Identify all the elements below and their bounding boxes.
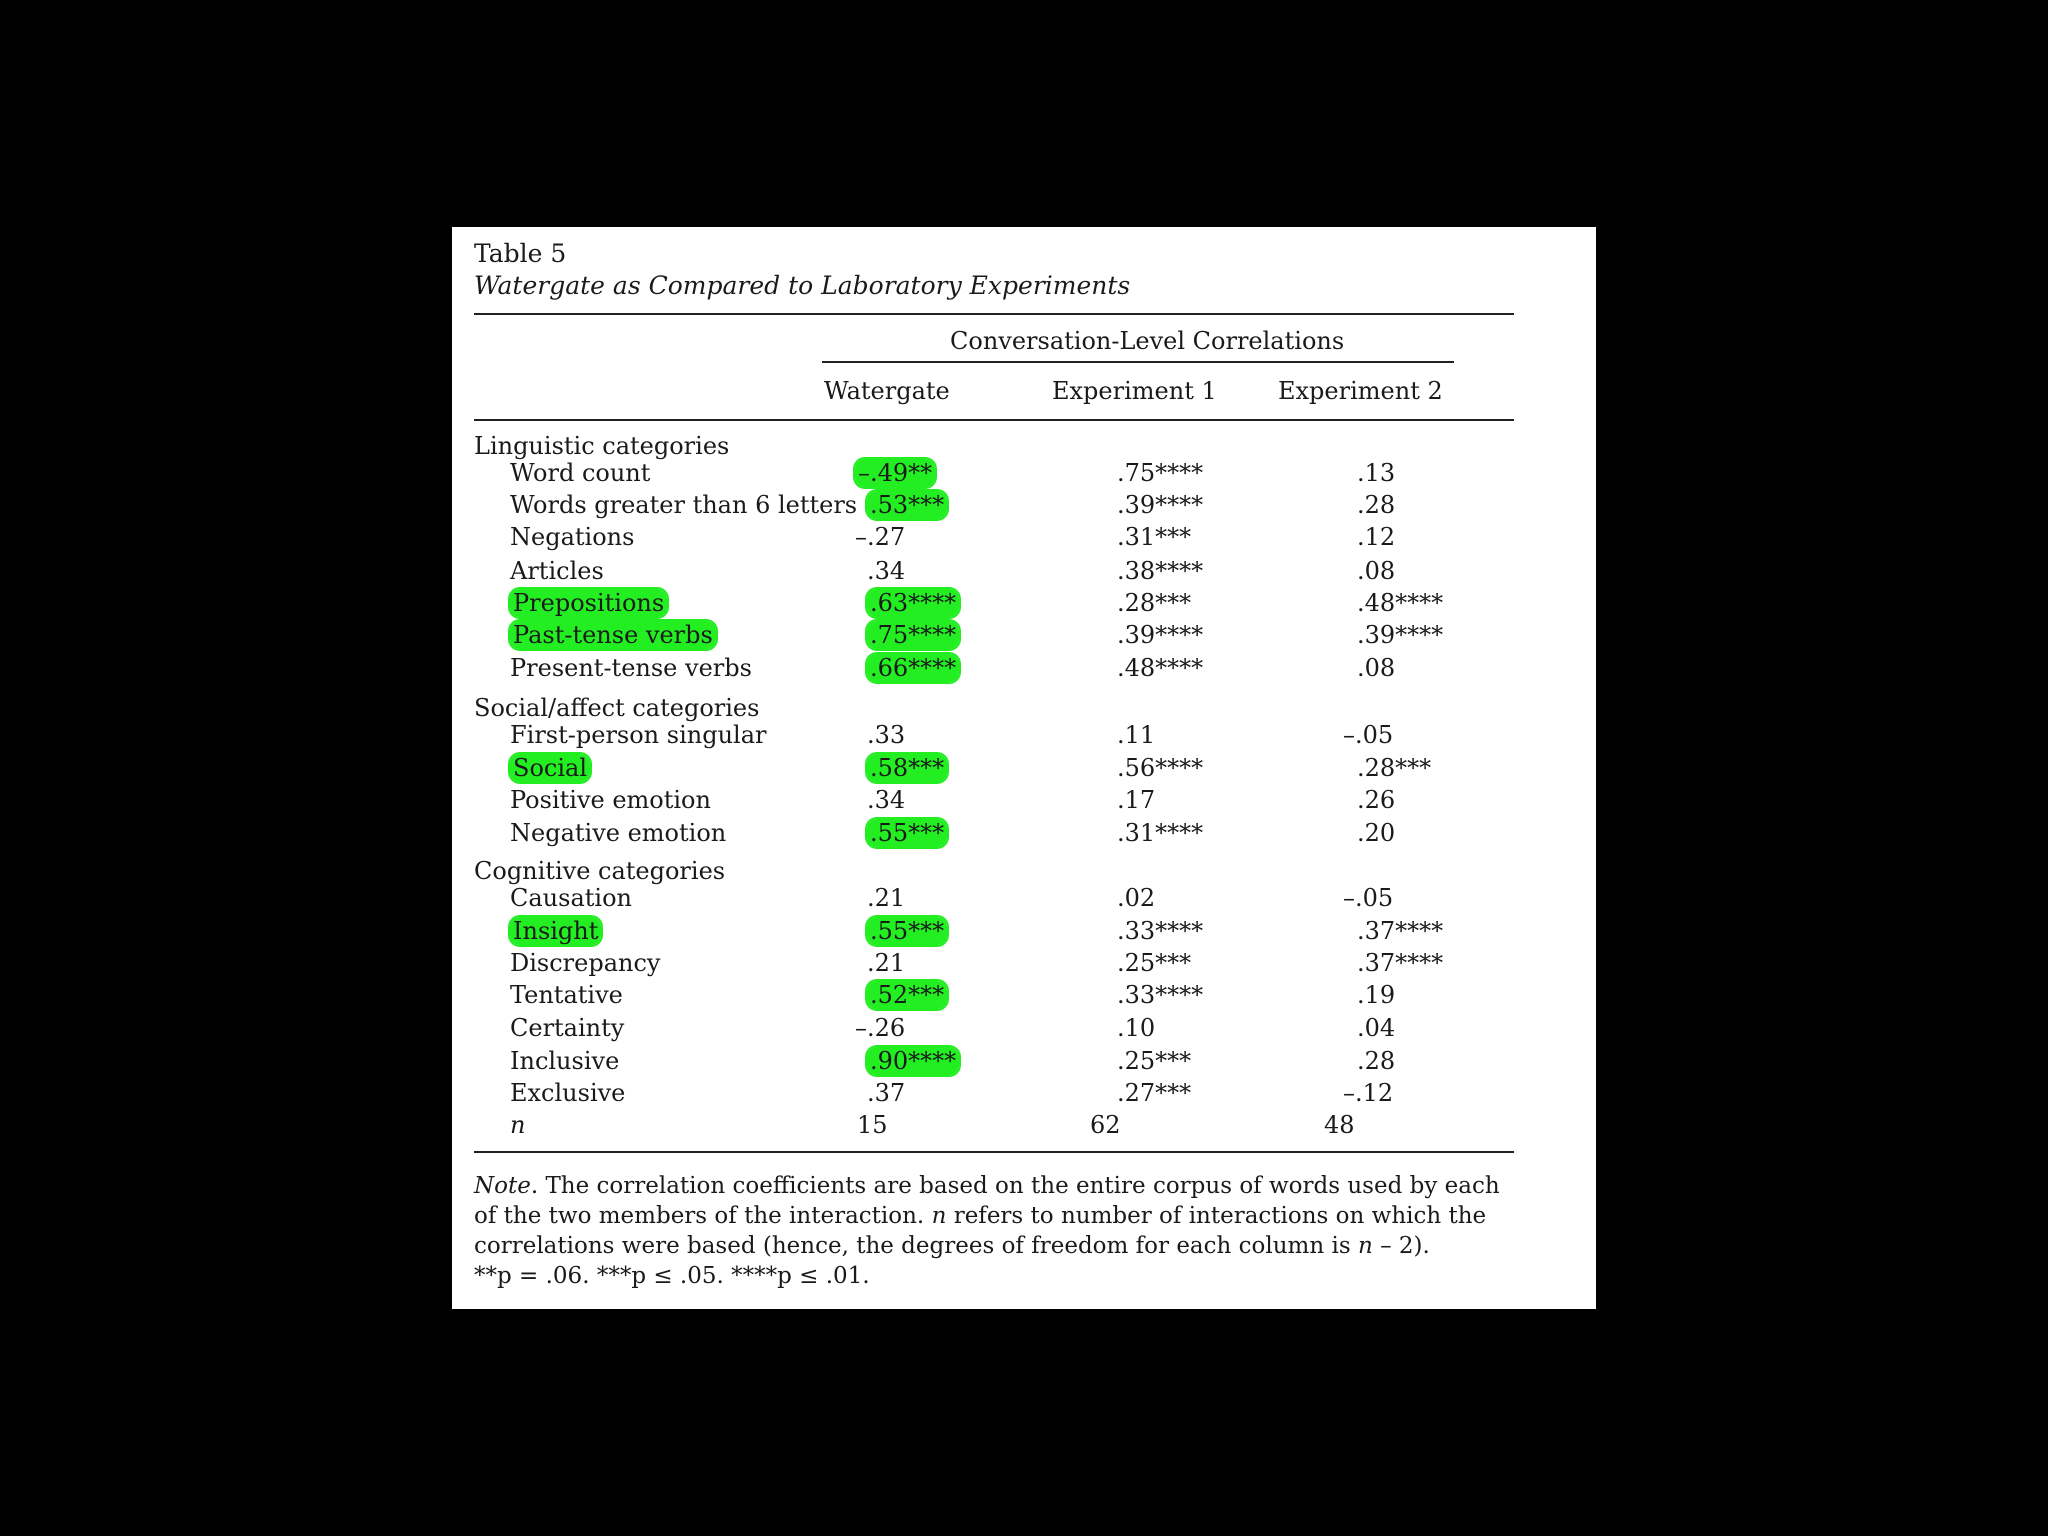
- cell-experiment-2: .48****: [1357, 589, 1444, 617]
- cell-watergate: [867, 981, 947, 1009]
- cell-watergate-value: –.49**: [855, 459, 935, 487]
- row-label-text: Words greater than 6 letters: [510, 491, 858, 519]
- cell-watergate-value: .52***: [867, 981, 947, 1009]
- row-label: [510, 981, 623, 1009]
- column-header-watergate: Watergate: [824, 377, 950, 405]
- cell-watergate-value: .66****: [867, 654, 959, 682]
- row-label: [510, 1047, 619, 1075]
- section-heading: Linguistic categories: [474, 432, 730, 460]
- n-row-label: n: [510, 1111, 526, 1139]
- cell-watergate: [867, 819, 947, 847]
- note-text: [474, 1171, 1524, 1261]
- cell-watergate: [867, 754, 947, 782]
- cell-watergate-value: .34: [867, 557, 906, 585]
- cell-experiment-1: .31***: [1117, 523, 1192, 551]
- note-line-3: – 2).: [1372, 1233, 1430, 1259]
- row-label-text: Tentative: [510, 981, 623, 1009]
- cell-watergate: [867, 1079, 905, 1107]
- table-page: [452, 227, 1596, 1309]
- row-label-text: Exclusive: [510, 1079, 626, 1107]
- cell-watergate: [855, 523, 905, 551]
- cell-watergate-value: –.27: [855, 523, 906, 551]
- section-heading: Cognitive categories: [474, 857, 726, 885]
- table-title: Watergate as Compared to Laboratory Experiments: [474, 271, 1131, 300]
- cell-experiment-2: .37****: [1357, 917, 1444, 945]
- cell-experiment-1: .25***: [1117, 949, 1192, 977]
- cell-experiment-2: .28: [1357, 1047, 1396, 1075]
- n-experiment-2: 48: [1324, 1111, 1355, 1139]
- cell-watergate: [867, 949, 905, 977]
- row-label: [510, 819, 726, 847]
- cell-experiment-1: .39****: [1117, 491, 1204, 519]
- note-n-symbol: n: [931, 1203, 947, 1229]
- cell-watergate: [867, 654, 959, 682]
- row-label: [510, 654, 752, 682]
- note-lead: Note: [474, 1173, 531, 1199]
- row-label-text: Word count: [510, 459, 651, 487]
- cell-watergate-value: .53***: [867, 491, 947, 519]
- row-label-text: Social: [510, 754, 590, 782]
- row-label-text: Negations: [510, 523, 635, 551]
- row-label-text: Positive emotion: [510, 786, 711, 814]
- row-label-text: Discrepancy: [510, 949, 661, 977]
- row-label-text: First-person singular: [510, 721, 767, 749]
- cell-experiment-1: .31****: [1117, 819, 1204, 847]
- cell-watergate: [867, 786, 905, 814]
- cell-watergate: [867, 884, 905, 912]
- row-label: [510, 621, 716, 649]
- note-line-2: refers to number of interactions on which the correlations were based (hence, the degrees of freedom for each column is: [474, 1203, 1487, 1259]
- column-header-experiment-1: Experiment 1: [1052, 377, 1217, 405]
- row-label: [510, 1014, 624, 1042]
- row-label: [510, 949, 660, 977]
- bottom-rule: [474, 1151, 1514, 1153]
- cell-experiment-2: .26: [1357, 786, 1396, 814]
- cell-watergate-value: .55***: [867, 819, 947, 847]
- cell-experiment-1: .39****: [1117, 621, 1204, 649]
- cell-watergate-value: .55***: [867, 917, 947, 945]
- row-label: [510, 459, 650, 487]
- row-label: [510, 754, 590, 782]
- row-label-text: Causation: [510, 884, 632, 912]
- cell-watergate: [855, 459, 935, 487]
- cell-watergate-value: .34: [867, 786, 906, 814]
- row-label-text: Present-tense verbs: [510, 654, 752, 682]
- cell-watergate-value: .75****: [867, 621, 959, 649]
- column-spanner-header: Conversation-Level Correlations: [950, 327, 1345, 355]
- cell-watergate: [855, 1014, 905, 1042]
- cell-watergate-value: .37: [867, 1079, 906, 1107]
- cell-experiment-1: .28***: [1117, 589, 1192, 617]
- cell-watergate-value: .21: [867, 949, 906, 977]
- row-label: [510, 917, 601, 945]
- cell-watergate-value: .21: [867, 884, 906, 912]
- cell-watergate: [867, 557, 905, 585]
- cell-experiment-1: .27***: [1117, 1079, 1192, 1107]
- cell-experiment-1: .48****: [1117, 654, 1204, 682]
- cell-watergate-value: .90****: [867, 1047, 959, 1075]
- table-number: Table 5: [474, 239, 567, 268]
- cell-experiment-1: .38****: [1117, 557, 1204, 585]
- cell-watergate: [867, 917, 947, 945]
- cell-watergate: [867, 491, 947, 519]
- top-rule: [474, 313, 1514, 315]
- cell-watergate: [867, 1047, 959, 1075]
- cell-experiment-1: .56****: [1117, 754, 1204, 782]
- cell-watergate-value: .63****: [867, 589, 959, 617]
- row-label: [510, 557, 604, 585]
- cell-watergate-value: .33: [867, 721, 906, 749]
- cell-experiment-2: .39****: [1357, 621, 1444, 649]
- cell-experiment-2: .37****: [1357, 949, 1444, 977]
- cell-experiment-2: .04: [1357, 1014, 1396, 1042]
- cell-experiment-1: .33****: [1117, 981, 1204, 1009]
- header-rule: [474, 419, 1514, 421]
- cell-experiment-2: –.12: [1343, 1079, 1394, 1107]
- row-label-text: Negative emotion: [510, 819, 727, 847]
- row-label: [510, 523, 634, 551]
- cell-experiment-2: –.05: [1343, 884, 1394, 912]
- note-significance: **p = .06. ***p ≤ .05. ****p ≤ .01.: [474, 1263, 870, 1289]
- row-label: [510, 786, 711, 814]
- cell-experiment-2: .12: [1357, 523, 1396, 551]
- cell-watergate: [867, 721, 905, 749]
- cell-experiment-2: .20: [1357, 819, 1396, 847]
- cell-experiment-1: .17: [1117, 786, 1156, 814]
- cell-experiment-1: .25***: [1117, 1047, 1192, 1075]
- n-experiment-1: 62: [1090, 1111, 1121, 1139]
- cell-experiment-1: .11: [1117, 721, 1156, 749]
- note-n-symbol-2: n: [1357, 1233, 1373, 1259]
- row-label-text: Insight: [510, 917, 601, 945]
- table-note: [474, 1171, 1524, 1291]
- column-header-experiment-2: Experiment 2: [1278, 377, 1443, 405]
- cell-experiment-2: .28: [1357, 491, 1396, 519]
- row-label: [510, 884, 632, 912]
- cell-experiment-2: –.05: [1343, 721, 1394, 749]
- row-label: [510, 721, 767, 749]
- cell-experiment-1: .10: [1117, 1014, 1156, 1042]
- cell-watergate: [867, 589, 959, 617]
- section-heading: Social/affect categories: [474, 694, 760, 722]
- cell-experiment-2: .13: [1357, 459, 1396, 487]
- cell-experiment-1: .33****: [1117, 917, 1204, 945]
- cell-experiment-2: .08: [1357, 654, 1396, 682]
- cell-watergate: [867, 621, 959, 649]
- note-line-1: . The correlation coefficients are based on the entire corpus of words used by each of the two members of the interaction.: [474, 1173, 1500, 1229]
- row-label-text: Past-tense verbs: [510, 621, 716, 649]
- row-label-text: Prepositions: [510, 589, 667, 617]
- cell-experiment-2: .28***: [1357, 754, 1432, 782]
- n-watergate: 15: [857, 1111, 888, 1139]
- row-label-text: Certainty: [510, 1014, 625, 1042]
- cell-experiment-1: .75****: [1117, 459, 1204, 487]
- cell-experiment-1: .02: [1117, 884, 1156, 912]
- row-label: [510, 491, 857, 519]
- row-label-text: Articles: [510, 557, 604, 585]
- row-label: [510, 589, 667, 617]
- row-label: [510, 1079, 625, 1107]
- row-label-text: Inclusive: [510, 1047, 620, 1075]
- cell-experiment-2: .08: [1357, 557, 1396, 585]
- spanner-rule: [822, 361, 1454, 363]
- cell-watergate-value: –.26: [855, 1014, 906, 1042]
- cell-experiment-2: .19: [1357, 981, 1396, 1009]
- cell-watergate-value: .58***: [867, 754, 947, 782]
